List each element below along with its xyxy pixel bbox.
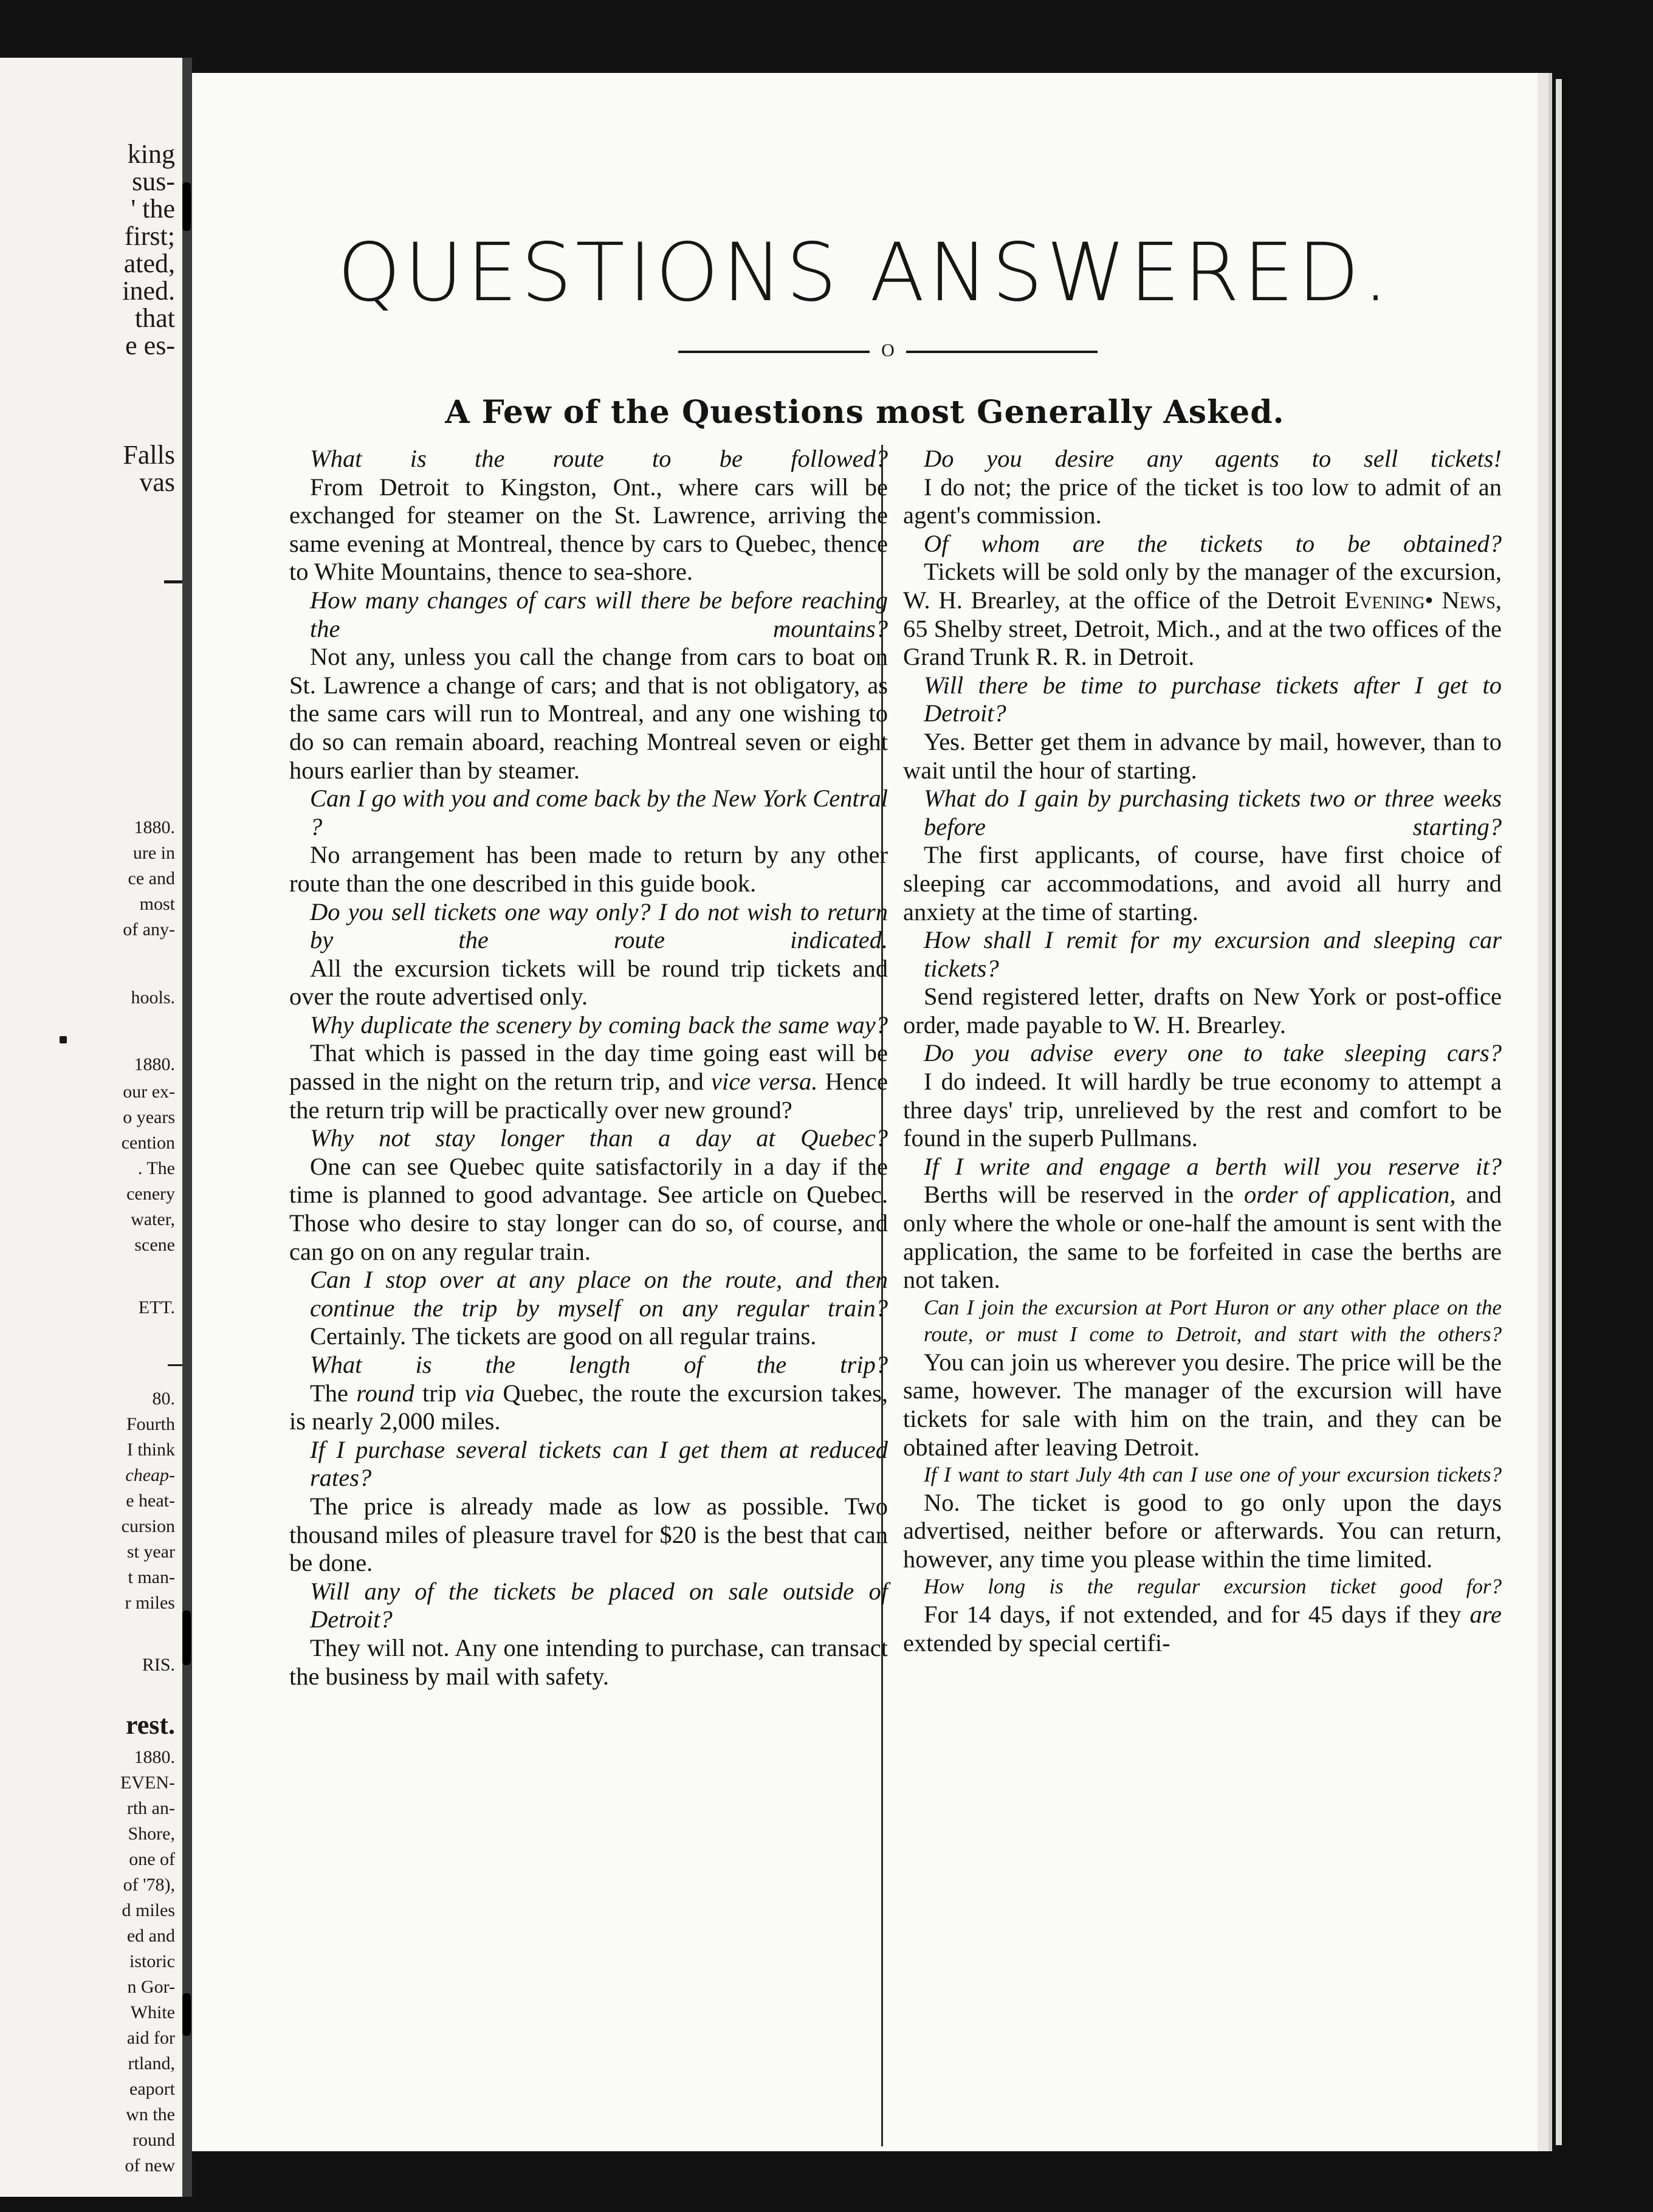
question: Can I join the excursion at Port Huron or any other place on the route, or must I come to Detroit, and start with the others?: [924, 1295, 1502, 1347]
left-fragment: d miles: [122, 1900, 175, 1920]
answer: From Detroit to Kingston, Ont., where cars will be exchanged for steamer on the St. Lawrence, arriving the same evening at Montreal, thence by cars to Quebec, thence to White Mountains, thence to sea-shore.: [289, 473, 888, 586]
answer-text: For 14 days, if not extended, and for 45 days if they: [924, 1600, 1470, 1628]
left-fragment: 1880.: [134, 1747, 175, 1767]
question: If I write and engage a berth will you reserve it?: [924, 1152, 1502, 1180]
left-fragment: e heat-: [126, 1491, 175, 1511]
left-fragment: 80.: [152, 1389, 175, 1409]
left-fragment: cention: [121, 1133, 175, 1153]
binding-mark: [182, 1610, 191, 1665]
left-fragment: ed and: [126, 1926, 175, 1946]
left-fragment: wn the: [126, 2104, 175, 2124]
question: What is the route to be followed?: [310, 445, 888, 472]
left-fragment: cheap-: [125, 1465, 175, 1485]
question: If I want to start July 4th can I use one of your excursion tickets?: [924, 1463, 1502, 1487]
answer-text: and only where the whole or one-half the amount is sent with the application, the same to be forfeited in case the berths are not taken.: [903, 1181, 1502, 1294]
left-fragment: Fourth: [126, 1414, 175, 1434]
answer: I do indeed. It will hardly be true economy to attempt a three days' trip, unrelieved by the rest and comfort to be found in the superb Pullmans.: [903, 1068, 1502, 1152]
left-fragment: 1880.: [134, 817, 175, 837]
left-fragment: EVEN-: [120, 1773, 175, 1793]
left-fragment: r miles: [125, 1593, 175, 1613]
answer-text: The: [310, 1379, 357, 1407]
page-subtitle: A Few of the Questions most Generally Asked.: [445, 394, 1285, 431]
book-gutter: [182, 58, 192, 2197]
answer-text: Hence the return trip will be practically over new ground?: [289, 1068, 888, 1124]
answer-text: extended by special certifi-: [903, 1629, 1170, 1657]
answer-text: Berths will be reserved in the: [924, 1181, 1244, 1209]
left-facing-page: [0, 58, 182, 2197]
answer: No arrangement has been made to return by any other route than the one described in this guide book.: [289, 841, 888, 897]
answer: [903, 1181, 1502, 1294]
question: Do you advise every one to take sleeping cars?: [924, 1039, 1502, 1067]
left-fragment: aid for: [126, 2028, 175, 2048]
question: How many changes of cars will there be before reaching the mountains?: [310, 586, 888, 642]
answer: You can join us wherever you desire. The price will be the same, however. The manager of the excursion will have tickets for sale with him on the train, and they can be obtained after leaving Detroit.: [903, 1348, 1502, 1461]
question: What do I gain by purchasing tickets two or three weeks before starting?: [924, 785, 1502, 840]
left-fragment: RIS.: [142, 1655, 175, 1675]
answer: [903, 1601, 1502, 1657]
left-fragment: ce and: [128, 868, 175, 888]
left-fragment: king: [127, 139, 175, 169]
answer-emphasis: order of application,: [1243, 1181, 1456, 1209]
page-edge: [1556, 79, 1562, 2145]
question: Do you desire any agents to sell tickets!: [924, 445, 1502, 472]
question: Of whom are the tickets to be obtained?: [924, 529, 1502, 557]
answer-emphasis: are: [1469, 1600, 1502, 1628]
answer: Send registered letter, drafts on New York or post-office order, made payable to W. H. Brearley.: [903, 983, 1502, 1039]
left-fragment: Shore,: [128, 1824, 175, 1844]
ornament-rule: [906, 351, 1098, 353]
answer: No. The ticket is good to go only upon the days advertised, neither before or afterwards. You can return, however, any time you please within the time limited.: [903, 1488, 1502, 1573]
question: What is the length of the trip?: [310, 1351, 888, 1378]
left-fragment: eaport: [129, 2079, 175, 2099]
answer: [289, 1039, 888, 1124]
answer-text: 65 Shelby street, Detroit, Mich., and at the two offices of the Grand Trunk R. R. in Detroit.: [903, 614, 1502, 671]
left-fragment: cenery: [126, 1184, 175, 1204]
answer-emphasis: round: [356, 1379, 414, 1407]
question: Do you sell tickets one way only? I do not wish to return by the route indicated.: [310, 898, 888, 954]
left-fragment: vas: [139, 467, 175, 497]
answer: Not any, unless you call the change from cars to boat on St. Lawrence a change of cars; and that is not obligatory, as the same cars will run to Montreal, and any one wishing to do so can remain aboard, reaching Montreal seven or eight hours earlier than by steamer.: [289, 643, 888, 784]
left-fragment: ure in: [132, 843, 175, 863]
left-fragment: st year: [126, 1542, 175, 1562]
answer: I do not; the price of the ticket is too low to admit of an agent's commission.: [903, 473, 1502, 529]
left-fragment: ETT.: [138, 1297, 175, 1317]
page-title: QUESTIONS ANSWERED.: [337, 226, 1392, 320]
left-fragment: our ex-: [123, 1082, 175, 1102]
left-fragment: that: [135, 303, 175, 333]
left-fragment: of new: [125, 2155, 175, 2176]
answer: Certainly. The tickets are good on all regular trains.: [310, 1322, 817, 1350]
ornament-rule: [678, 351, 870, 353]
left-column: [289, 445, 888, 1691]
left-fragment: sus-: [132, 167, 175, 196]
ornament-circle: O: [881, 340, 895, 360]
left-fragment: e es-: [125, 331, 175, 360]
answer-text: trip: [414, 1379, 465, 1407]
question: How shall I remit for my excursion and sleeping car tickets?: [924, 926, 1502, 982]
answer-emphasis: vice versa.: [711, 1068, 818, 1096]
answer: Yes. Better get them in advance by mail, however, than to wait until the hour of starting.: [903, 727, 1502, 784]
left-fragment: hools.: [131, 987, 175, 1008]
left-fragment: rtland,: [128, 2053, 175, 2073]
question: Can I go with you and come back by the New York Central ?: [310, 785, 888, 840]
book-page: [192, 73, 1538, 2151]
left-fragment: most: [139, 894, 175, 914]
left-fragment: rth an-: [126, 1798, 175, 1818]
answer-text: Tickets will be sold only by the manager of the excursion, W. H. Brearley, at the office of the Detroit: [903, 558, 1502, 614]
right-column: [903, 445, 1502, 1657]
left-fragment: White: [130, 2002, 175, 2022]
question: Why duplicate the scenery by coming back the same way?: [310, 1011, 888, 1039]
left-fragment: of any-: [123, 919, 175, 939]
answer-emphasis: via: [464, 1379, 495, 1407]
left-fragment: scene: [134, 1235, 175, 1255]
left-fragment: . The: [137, 1158, 175, 1178]
left-fragment: round: [132, 2130, 175, 2150]
left-fragment: istoric: [129, 1951, 175, 1971]
left-fragment: t man-: [128, 1567, 175, 1587]
answer: One can see Quebec quite satisfactorily in a day if the time is planned to good advantage. See article on Quebec. Those who desire to stay longer can do so, of course, and can go on on any regular train.: [289, 1152, 888, 1265]
question: Will there be time to purchase tickets after I get to Detroit?: [924, 671, 1502, 727]
left-fragment: o years: [123, 1107, 175, 1127]
answer: The first applicants, of course, have first choice of sleeping car accommodations, and avoid all hurry and anxiety at the time of starting.: [903, 841, 1502, 926]
left-rule: [164, 580, 182, 583]
answer: [903, 558, 1502, 671]
left-fragment: rest.: [125, 1710, 175, 1740]
answer: [289, 1379, 888, 1436]
question: Why not stay longer than a day at Quebec?: [310, 1124, 888, 1152]
left-fragment: first;: [124, 221, 175, 251]
left-fragment: one of: [129, 1849, 175, 1869]
answer: All the excursion tickets will be round trip tickets and over the route advertised only.: [289, 954, 888, 1011]
question: Will any of the tickets be placed on sale outside of Detroit?: [310, 1577, 888, 1633]
left-fragment: Falls: [123, 440, 175, 470]
left-fragment: 1880.: [134, 1054, 175, 1074]
left-fragment: I think: [126, 1440, 175, 1460]
left-dot: [60, 1036, 67, 1043]
left-fragment: n Gor-: [127, 1977, 175, 1997]
left-rule: [168, 1364, 182, 1366]
binding-mark: [182, 1993, 191, 2036]
left-fragment: water,: [131, 1209, 175, 1229]
answer-text: Quebec, the route the excursion takes, is nearly 2,000 miles.: [289, 1379, 888, 1435]
answer-text: That which is passed in the day time going east will be passed in the night on the return trip, and: [289, 1039, 888, 1096]
question: If I purchase several tickets can I get them at reduced rates?: [310, 1435, 888, 1492]
left-fragment: of '78),: [123, 1875, 175, 1895]
newspaper-name: Evening• News,: [1344, 586, 1502, 614]
left-fragment: cursion: [121, 1516, 175, 1536]
answer: They will not. Any one intending to purchase, can transact the business by mail with safety.: [289, 1633, 888, 1690]
left-fragment: ' the: [131, 194, 175, 224]
question: How long is the regular excursion ticket good for?: [924, 1575, 1502, 1599]
binding-mark: [182, 182, 191, 231]
title-ornament: [678, 340, 1098, 361]
question: Can I stop over at any place on the route, and then continue the trip by myself on any regular train?: [310, 1266, 888, 1322]
answer: The price is already made as low as possible. Two thousand miles of pleasure travel for $20 is the best that can be done.: [289, 1492, 888, 1577]
left-fragment: ined.: [122, 276, 175, 306]
left-fragment: ated,: [123, 249, 175, 278]
